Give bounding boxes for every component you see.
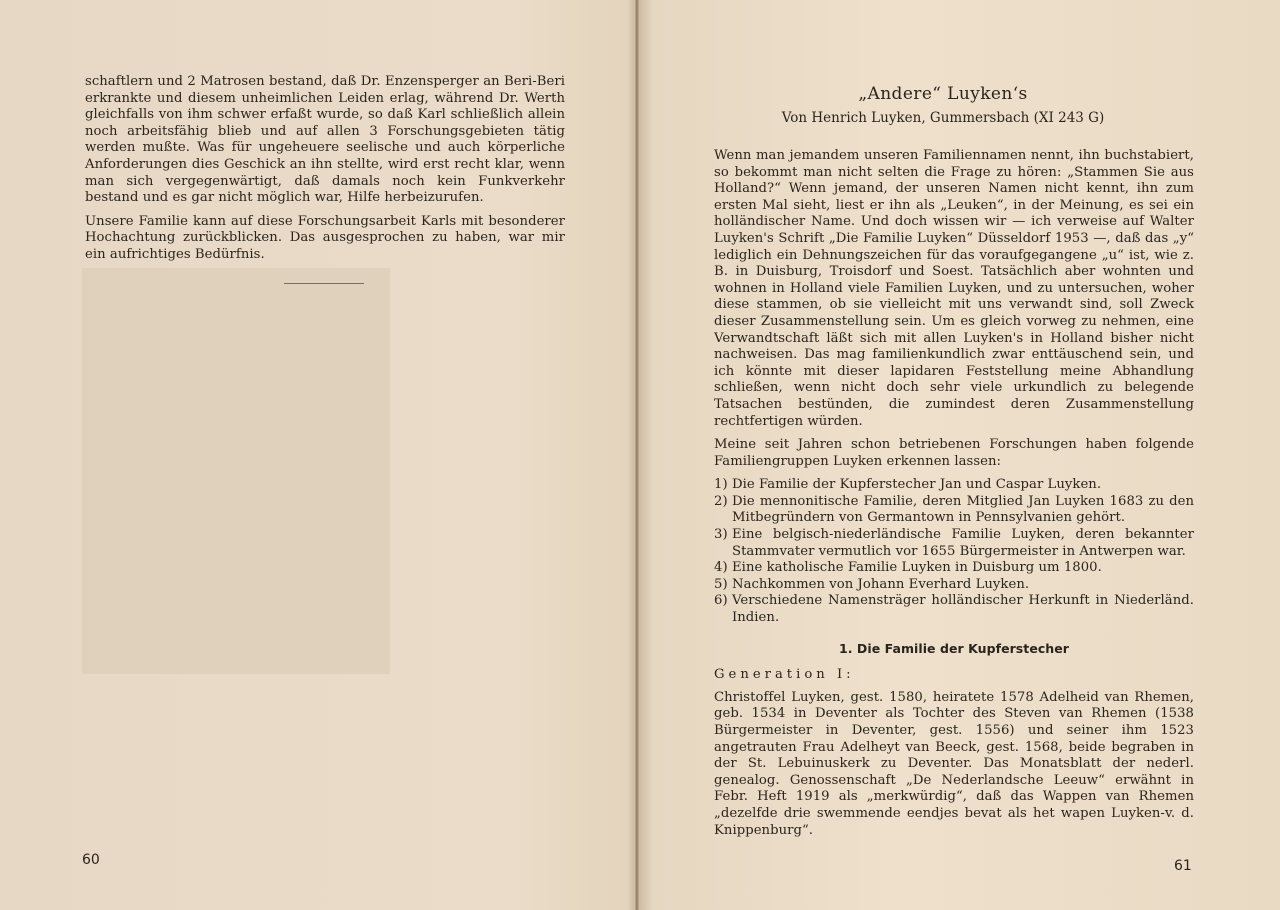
generation-label: Generation I: (714, 667, 855, 683)
faded-image-area (82, 268, 390, 674)
left-paragraph-2: Unsere Familie kann auf diese Forschungsarbeit Karls mit besonderer Hochachtung zurückblicken. Das ausgesprochen zu haben, war mir ein aufrichtiges Bedürfnis. (85, 213, 565, 262)
family-groups-list (714, 477, 1194, 626)
intro-paragraph-1: Wenn man jemandem unseren Familiennamen nennt, ihn buchstabiert, so bekommt man nicht selten die Frage zu hören: „Stammen Sie aus Holland?“ Wenn jemand, der unseren Namen nicht kennt, ihn zum ersten Mal sieht, liest er ihn als „Leuken“, in der Meinung, es sei ein holländischer Name. Und doch wissen wir — ich verweise auf Walter Luyken's Schrift „Die Familie Luyken“ Düsseldorf 1953 —, daß das „y“ lediglich ein Dehnungszeichen für das voraufgegangene „u“ ist, wie z. B. in Duisburg, Troisdorf und Soest. Tatsächlich aber wohnten und wohnen in Holland viele Familien Luyken, und zu untersuchen, woher diese stammen, ob sie vielleicht mit uns verwandt sind, soll Zweck dieser Zusammenstellung sein. Um es gleich vorweg zu nehmen, eine Verwandtschaft läßt sich mit allen Luyken's in Holland bisher nicht nachweisen. Das mag familienkundlich zwar enttäuschend sein, und ich könnte mit dieser lapidaren Feststellung meine Abhandlung schließen, wenn nicht doch sehr viele urkundlich zu belegende Tatsachen bestünden, die zumindest deren Zusammenstellung rechtfertigen würden. (714, 148, 1194, 429)
page-number-right: 61 (1174, 858, 1192, 874)
list-item-number: 2) (714, 493, 728, 509)
list-item (714, 527, 1194, 560)
list-item-text: Nachkommen von Johann Everhard Luyken. (732, 576, 1030, 592)
article-byline: Von Henrich Luyken, Gummersbach (XI 243 G) (781, 110, 1105, 126)
intro-paragraph-2: Meine seit Jahren schon betriebenen Forschungen haben folgende Familiengruppen Luyken erkennen lassen: (714, 437, 1194, 469)
list-item-text: Die mennonitische Familie, deren Mitglied Jan Luyken 1683 zu den Mitbegründern von Germantown in Pennsylvanien gehört. (732, 493, 1194, 526)
left-page-body (85, 74, 565, 271)
list-item (714, 477, 1194, 494)
right-page (640, 0, 1280, 910)
separator-rule (284, 283, 364, 284)
section-heading: 1. Die Familie der Kupferstecher (838, 640, 1070, 656)
list-item-text: Eine katholische Familie Luyken in Duisburg um 1800. (732, 560, 1102, 576)
left-paragraph-1: schaftlern und 2 Matrosen bestand, daß Dr. Enzensperger an Beri-Beri erkrankte und diesem unheimlichen Leiden erlag, während Dr. Werth gleichfalls von ihm schwer erfaßt wurde, so daß Karl schließlich allein noch arbeitsfähig blieb und auf allen 3 Forschungsgebieten tätig werden mußte. Was für ungeheuere seelische und auch körperliche Anforderungen dies Geschick an ihn stellte, wird erst recht klar, wenn man sich vergegenwärtigt, daß damals noch kein Funkverkehr bestand und es gar nicht möglich war, Hilfe herbeizurufen. (85, 74, 565, 206)
list-item (714, 560, 1194, 577)
right-page-body (714, 148, 1194, 846)
article-title: „Andere“ Luyken‘s (858, 84, 1028, 104)
list-item-number: 3) (714, 527, 728, 543)
list-item (714, 577, 1194, 594)
list-item-text: Die Familie der Kupferstecher Jan und Caspar Luyken. (732, 477, 1102, 493)
list-item (714, 593, 1194, 626)
list-item-number: 4) (714, 560, 728, 576)
left-page (0, 0, 636, 910)
list-item-number: 5) (714, 576, 728, 592)
generation-paragraph: Christoffel Luyken, gest. 1580, heiratete 1578 Adelheid van Rhemen, geb. 1534 in Deventer als Tochter des Steven van Rhemen (1538 Bürgermeister in Deventer, gest. 1556) und seiner ihm 1523 angetrauten Frau Adelheyt van Beeck, gest. 1568, beide begraben in der St. Lebuinuskerk zu Deventer. Das Monatsblatt der nederl. genealog. Genossenschaft „De Nederlandsche Leeuw“ erwähnt in Febr. Heft 1919 als „merkwürdig“, daß das Wappen van Rhemen „dezelfde drie swemmende eendjes bevat als het wapen Luyken-v. d. Knippenburg“. (714, 689, 1194, 838)
list-item-number: 6) (714, 593, 728, 609)
page-number-left: 60 (82, 852, 100, 868)
list-item (714, 494, 1194, 527)
list-item-text: Verschiedene Namensträger holländischer Herkunft in Niederländ. Indien. (732, 593, 1194, 626)
list-item-text: Eine belgisch-niederländische Familie Luyken, deren bekannter Stammvater vermutlich vor 1655 Bürgermeister in Antwerpen war. (732, 527, 1194, 559)
list-item-number: 1) (714, 477, 728, 493)
